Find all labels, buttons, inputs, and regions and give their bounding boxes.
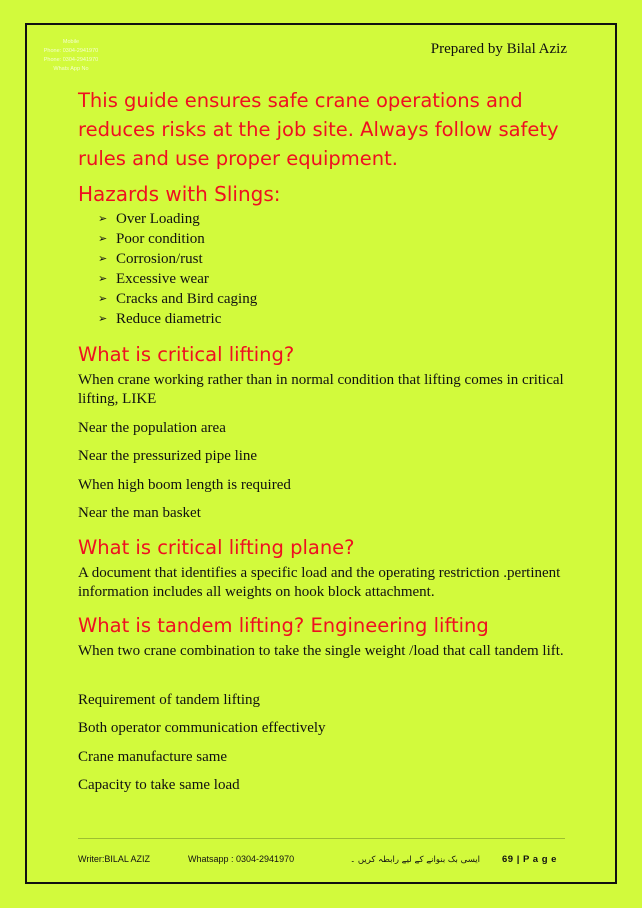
slings-hazard-list: [98, 209, 257, 329]
watermark-line: Phone: 0304-2941970: [43, 57, 99, 63]
list-item-text: Cracks and Bird caging: [116, 291, 258, 307]
tandem-requirements-title: Requirement of tandem lifting: [78, 692, 261, 708]
watermark-line: Whats App No: [53, 66, 89, 72]
arrow-bullet-icon: ➢: [98, 252, 108, 265]
arrow-bullet-icon: ➢: [98, 312, 108, 325]
list-item-text: Excessive wear: [116, 271, 209, 287]
footer-urdu-note: ایسی بک بنوانے کے لیے رابطہ کریں ۔: [350, 855, 480, 865]
critical-example: Near the pressurized pipe line: [78, 448, 258, 464]
critical-plane-heading: What is critical lifting plane?: [78, 536, 355, 559]
critical-plane-description: A document that identifies a specific load and the operating restriction .pertinent information includes all weights on hook block attachment.: [78, 565, 561, 600]
critical-lifting-heading: What is critical lifting?: [78, 343, 295, 366]
arrow-bullet-icon: ➢: [98, 212, 108, 225]
critical-lifting-description: When crane working rather than in normal condition that lifting comes in critical lifting, LIKE: [78, 372, 564, 407]
critical-example: When high boom length is required: [78, 477, 291, 493]
list-item-text: Reduce diametric: [116, 311, 222, 327]
arrow-bullet-icon: ➢: [98, 272, 108, 285]
tandem-requirement: Crane manufacture same: [78, 749, 228, 765]
footer-writer: Writer:BILAL AZIZ: [78, 854, 151, 864]
tandem-lifting-heading: What is tandem lifting? Engineering lifting: [78, 614, 489, 637]
tandem-lifting-description: When two crane combination to take the single weight /load that call tandem lift.: [78, 643, 564, 659]
intro-paragraph: This guide ensures safe crane operations and reduces risks at the job site. Always follow safety rules and use proper equipment.: [78, 89, 559, 170]
contact-watermark: [30, 38, 112, 74]
tandem-requirement: Both operator communication effectively: [78, 720, 326, 736]
footer-whatsapp: Whatsapp : 0304-2941970: [188, 854, 295, 864]
watermark-line: Mobile: [62, 39, 80, 45]
list-item: [98, 309, 257, 329]
arrow-bullet-icon: ➢: [98, 292, 108, 305]
prepared-by: Prepared by Bilal Aziz: [430, 41, 567, 57]
list-item-text: Over Loading: [116, 211, 200, 227]
slings-heading: Hazards with Slings:: [78, 182, 281, 206]
list-item: [98, 269, 257, 289]
list-item: [98, 289, 257, 309]
list-item-text: Corrosion/rust: [116, 251, 203, 267]
critical-example: Near the man basket: [78, 505, 201, 521]
critical-example: Near the population area: [78, 420, 226, 436]
footer-page-number: 69 | P a g e: [502, 854, 557, 865]
list-item: [98, 249, 257, 269]
watermark-line: Phone: 0304-2941970: [43, 48, 99, 54]
list-item: [98, 209, 257, 229]
list-item-text: Poor condition: [116, 231, 205, 247]
tandem-requirement: Capacity to take same load: [78, 777, 240, 793]
list-item: [98, 229, 257, 249]
arrow-bullet-icon: ➢: [98, 232, 108, 245]
footer-divider: [78, 838, 565, 839]
